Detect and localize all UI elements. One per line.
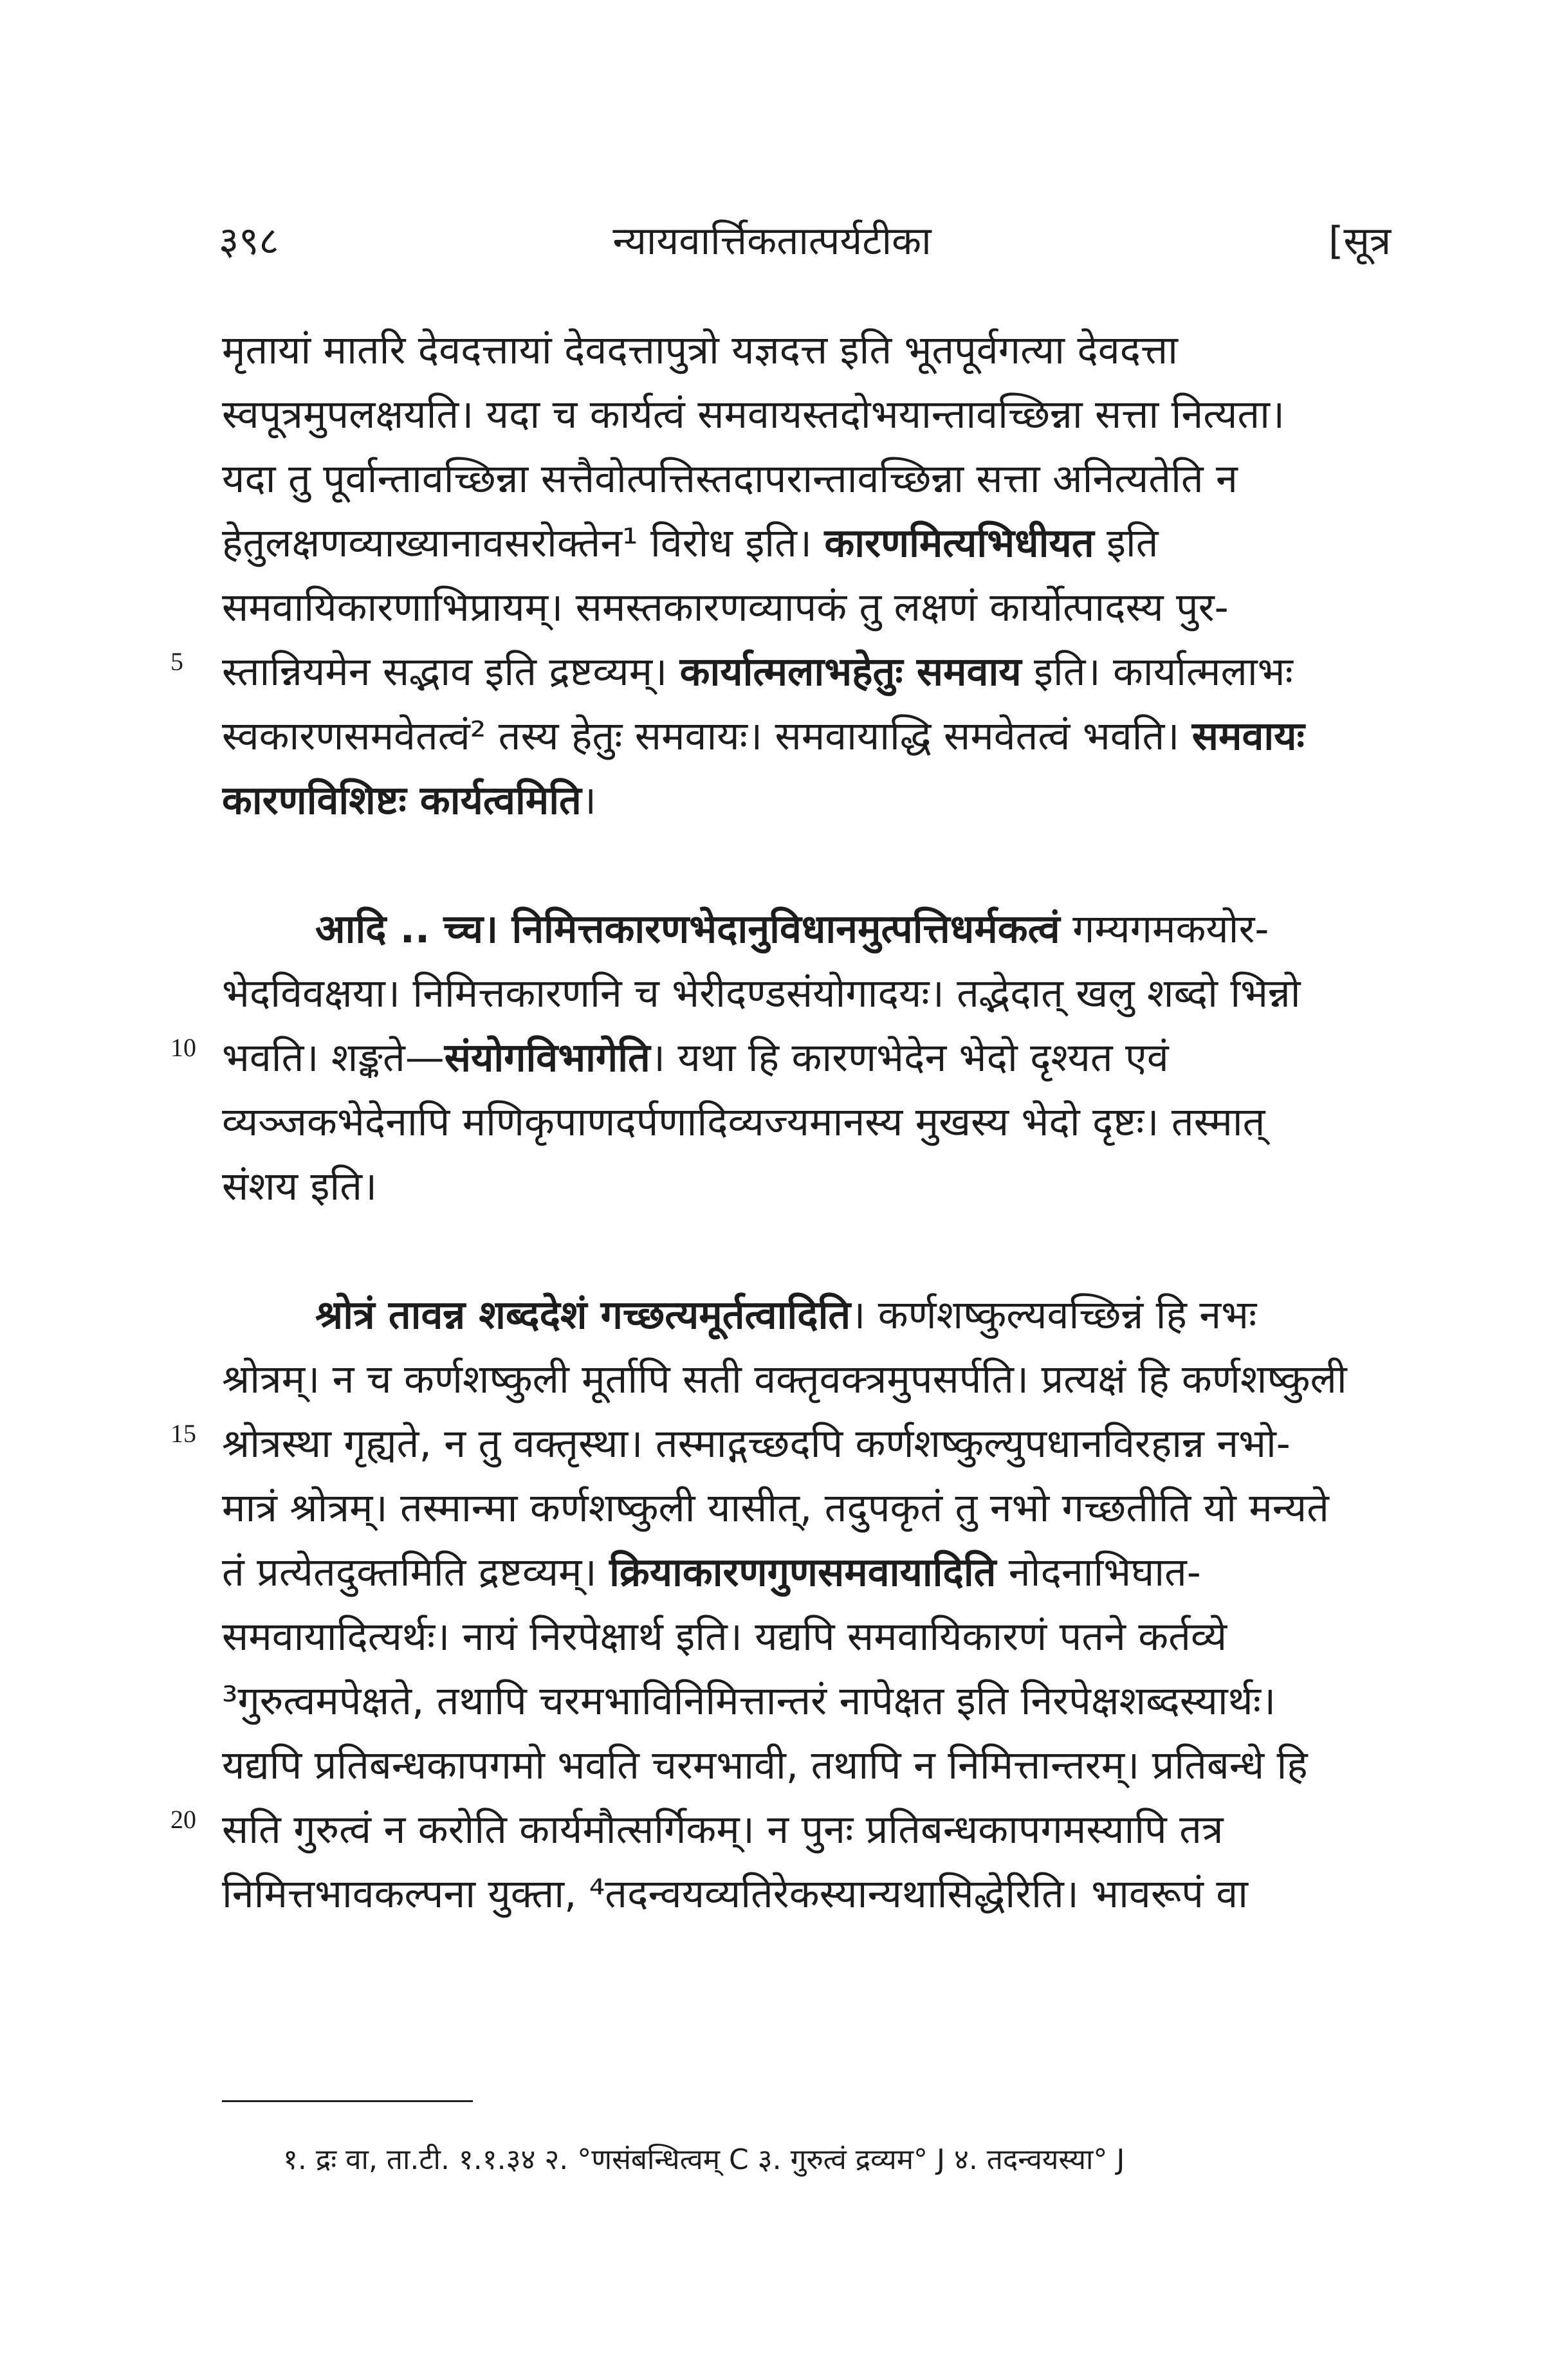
line-number: 15 [170, 1419, 196, 1448]
line-number: 5 [170, 647, 183, 676]
text-line [222, 1161, 1402, 1213]
text-line [222, 1097, 1402, 1148]
section-marker: [सूत्र [1328, 219, 1392, 264]
text-run: इति। कार्यात्मलाभः [1021, 649, 1293, 695]
text-run: श्रोत्रस्था गृह्यते, न तु वक्तृस्था। तस्माद्गच्छदपि कर्णशष्कुल्युपधानविरहान्न नभो- [222, 1421, 1291, 1467]
text-run: स्वकारणसमवेतत्वं² तस्य हेतुः समवायः। समवायाद्धि समवेतत्वं भवति। [222, 713, 1192, 759]
bold-phrase: संयोगविभागेति [444, 1035, 650, 1081]
text-line [222, 1483, 1402, 1534]
text-line [222, 1740, 1402, 1791]
text-run: ³गुरुत्वमपेक्षते, तथापि चरमभाविनिमित्तान्तरं नापेक्षत इति निरपेक्षशब्दस्यार्थः। [222, 1678, 1276, 1724]
bold-phrase: श्रोत्रं तावन्न शब्ददेशं गच्छत्यमूर्तत्वादिति [315, 1292, 851, 1338]
text-line [222, 453, 1402, 505]
text-run: तं प्रत्येतदुक्तमिति द्रष्टव्यम्। [222, 1550, 610, 1595]
text-line [222, 711, 1402, 762]
text-run: इति [1094, 520, 1159, 566]
text-line [315, 904, 1402, 955]
text-line [222, 1804, 1402, 1856]
text-run: व्यञ्जकभेदेनापि मणिकृपाणदर्पणादिव्यज्यमानस्य मुखस्य भेदो दृष्टः। तस्मात् [222, 1099, 1265, 1145]
text-line [315, 1290, 1402, 1341]
text-run: हेतुलक्षणव्याख्यानावसरोक्तेन¹ विरोध इति। [222, 520, 825, 566]
bold-phrase: कार्यात्मलाभहेतुः समवाय [679, 649, 1022, 695]
text-run: स्वपूत्रमुपलक्षयति। यदा च कार्यत्वं समवायस्तदोभयान्तावच्छिन्ना सत्ता नित्यता। [222, 392, 1285, 437]
text-line [222, 1418, 1402, 1470]
page-number: ३९८ [219, 219, 279, 264]
text-line [222, 968, 1402, 1020]
bold-phrase: समवायः [1191, 713, 1305, 759]
text-run: स्तान्नियमेन सद्भाव इति द्रष्टव्यम्। [222, 649, 680, 695]
text-line [222, 582, 1402, 634]
text-line [222, 518, 1402, 569]
text-run: । यथा हि कारणभेदेन भेदो दृश्यत एवं [650, 1035, 1169, 1081]
text-run: । कर्णशष्कुल्यवच्छिन्नं हि नभः [850, 1292, 1257, 1338]
running-title: न्यायवार्त्तिकतात्पर्यटीका [612, 219, 932, 264]
text-line [222, 775, 1402, 827]
line-number: 20 [170, 1805, 196, 1834]
text-run: सति गुरुत्वं न करोति कार्यमौत्सर्गिकम्। न पुनः प्रतिबन्धकापगमस्यापि तत्र [222, 1807, 1224, 1853]
text-run: श्रोत्रम्। न च कर्णशष्कुली मूर्तापि सती वक्तृवक्त्रमुपसर्पति। प्रत्यक्षं हि कर्णशष्कुली [222, 1357, 1347, 1402]
text-run: मात्रं श्रोत्रम्। तस्मान्मा कर्णशष्कुली यासीत्, तदुपकृतं तु नभो गच्छतीति यो मन्यते [222, 1485, 1329, 1531]
text-run: समवायिकारणाभिप्रायम्। समस्तकारणव्यापकं तु लक्षणं कार्योत्पादस्य पुर- [222, 585, 1229, 630]
bold-phrase: कारणमित्यभिधीयत [824, 520, 1094, 566]
text-line [222, 325, 1402, 376]
text-run: यदा तु पूर्वान्तावच्छिन्ना सत्तैवोत्पत्तिस्तदापरान्तावच्छिन्ना सत्ता अनित्यतेति न [222, 456, 1238, 502]
line-number: 10 [170, 1033, 196, 1062]
text-run: । [581, 778, 596, 823]
text-line [222, 1032, 1402, 1084]
text-line [222, 1869, 1402, 1920]
text-run: निमित्तभावकल्पना युक्ता, ⁴तदन्वयव्यतिरेकस्यान्यथासिद्धेरिति। भावरूपं वा [222, 1871, 1248, 1917]
bold-phrase: आदि .. च्च। निमित्तकारणभेदानुविधानमुत्पत्तिधर्मकत्वं [315, 906, 1060, 952]
bold-phrase: क्रियाकारणगुणसमवायादिति [609, 1550, 997, 1595]
text-line [222, 1611, 1402, 1663]
text-line [222, 1354, 1402, 1405]
footnote-rule [222, 2100, 473, 2102]
bold-phrase: कारणविशिष्टः कार्यत्वमिति [222, 778, 582, 823]
text-run: भेदविवक्षया। निमित्तकारणनि च भेरीदण्डसंयोगादयः। तद्भेदात् खलु शब्दो भिन्नो [222, 971, 1301, 1016]
text-run: समवायादित्यर्थः। नायं निरपेक्षार्थ इति। यद्यपि समवायिकारणं पतने कर्तव्ये [222, 1614, 1227, 1660]
text-line [222, 1547, 1402, 1598]
text-line [222, 389, 1402, 441]
text-run: मृतायां मातरि देवदत्तायां देवदत्तापुत्रो यज्ञदत्त इति भूतपूर्वगत्या देवदत्ता [222, 327, 1178, 373]
text-run: संशय इति। [222, 1164, 378, 1209]
text-run: नोदनाभिघात- [996, 1550, 1201, 1595]
text-line [222, 646, 1402, 698]
footnotes: १. द्रः वा, ता.टी. १.१.३४ २. °णसंबन्धित्वम् C ३. गुरुत्वं द्रव्यम° J ४. तदन्वयस्या° J [283, 2143, 1125, 2176]
text-line [222, 1676, 1402, 1727]
text-run: भवति। शङ्कते— [222, 1035, 445, 1081]
text-run: गम्यगमकयोर- [1060, 906, 1269, 952]
text-run: यद्यपि प्रतिबन्धकापगमो भवति चरमभावी, तथापि न निमित्तान्तरम्। प्रतिबन्धे हि [222, 1743, 1308, 1788]
